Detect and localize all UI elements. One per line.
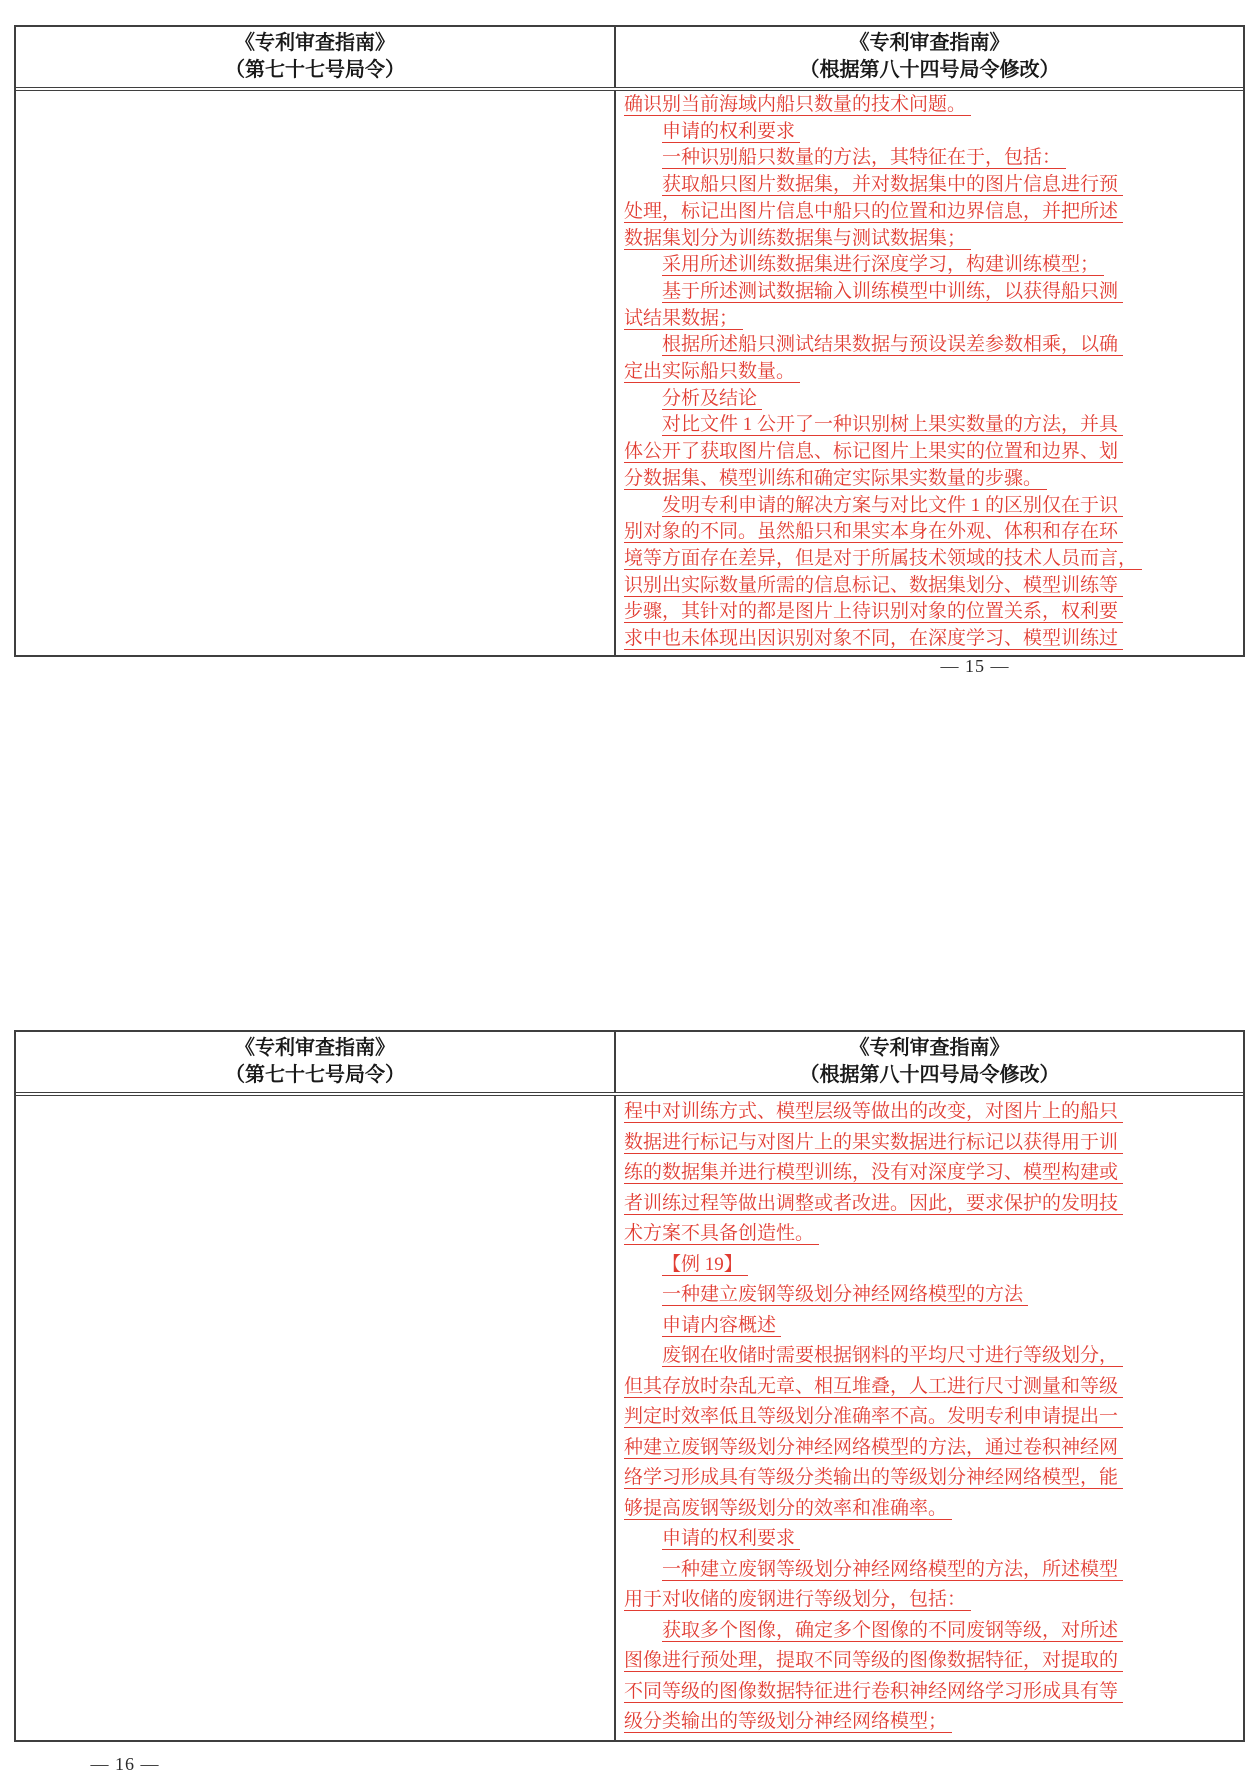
header-cell-revised-guideline xyxy=(614,27,1243,87)
revision-text-line: 获取多个图像，确定多个图像的不同废钢等级，对所述 xyxy=(624,1616,1235,1647)
revised-guideline-title: 《专利审查指南》 xyxy=(849,1037,1010,1059)
revision-text-line: 定出实际船只数量。 xyxy=(624,359,1235,386)
revision-text-line: 种建立废钢等级划分神经网络模型的方法，通过卷积神经网 xyxy=(624,1433,1235,1464)
revision-text-line: 处理，标记出图片信息中船只的位置和边界信息，并把所述 xyxy=(624,199,1235,226)
revision-text-line: 步骤，其针对的都是图片上待识别对象的位置关系，权利要 xyxy=(624,599,1235,626)
original-guideline-subtitle: （第七十七号局令） xyxy=(225,1064,405,1086)
revision-text-line: 获取船只图片数据集，并对数据集中的图片信息进行预 xyxy=(624,172,1235,199)
comparison-table-page15 xyxy=(14,25,1245,657)
revision-text-line: 试结果数据； xyxy=(624,306,1235,333)
revision-text-line: 判定时效率低且等级划分准确率不高。发明专利申请提出一 xyxy=(624,1402,1235,1433)
revision-text-line: 别对象的不同。虽然船只和果实本身在外观、体积和存在环 xyxy=(624,519,1235,546)
revision-text-line: 数据集划分为训练数据集与测试数据集； xyxy=(624,226,1235,253)
revision-text-line: 求中也未体现出因识别对象不同，在深度学习、模型训练过 xyxy=(624,626,1235,653)
revision-text-line: 一种建立废钢等级划分神经网络模型的方法，所述模型 xyxy=(624,1555,1235,1586)
original-text-cell-empty xyxy=(16,91,614,655)
revised-guideline-title: 《专利审查指南》 xyxy=(849,32,1010,54)
revision-text-line: 废钢在收储时需要根据钢料的平均尺寸进行等级划分， xyxy=(624,1341,1235,1372)
revision-text-line: 络学习形成具有等级分类输出的等级划分神经网络模型，能 xyxy=(624,1463,1235,1494)
table-header-row xyxy=(16,27,1243,91)
revision-text-line: 体公开了获取图片信息、标记图片上果实的位置和边界、划 xyxy=(624,439,1235,466)
page-number-15: — 15 — xyxy=(940,656,1010,676)
revision-text-line: 申请的权利要求 xyxy=(624,119,1235,146)
header-cell-revised-guideline xyxy=(614,1032,1243,1092)
revision-text-line: 申请的权利要求 xyxy=(624,1524,1235,1555)
revision-text-line: 但其存放时杂乱无章、相互堆叠，人工进行尺寸测量和等级 xyxy=(624,1372,1235,1403)
revised-guideline-subtitle: （根据第八十四号局令修改） xyxy=(799,59,1060,81)
revision-text-line: 根据所述船只测试结果数据与预设误差参数相乘，以确 xyxy=(624,332,1235,359)
revision-text-line: 分数据集、模型训练和确定实际果实数量的步骤。 xyxy=(624,466,1235,493)
revision-text-line: 识别出实际数量所需的信息标记、数据集划分、模型训练等 xyxy=(624,573,1235,600)
revision-text-line: 对比文件 1 公开了一种识别树上果实数量的方法，并具 xyxy=(624,412,1235,439)
revision-text-line: 一种建立废钢等级划分神经网络模型的方法 xyxy=(624,1280,1235,1311)
revision-text-line: 【例 19】 xyxy=(624,1250,1235,1281)
page-number-16: — 16 — xyxy=(90,1754,160,1774)
revised-guideline-subtitle: （根据第八十四号局令修改） xyxy=(799,1064,1060,1086)
revision-text-line: 用于对收储的废钢进行等级划分，包括： xyxy=(624,1585,1235,1616)
revision-text-line: 图像进行预处理，提取不同等级的图像数据特征，对提取的 xyxy=(624,1646,1235,1677)
comparison-table-page16 xyxy=(14,1030,1245,1742)
revision-text-line: 一种识别船只数量的方法，其特征在于，包括： xyxy=(624,145,1235,172)
revision-text-line: 不同等级的图像数据特征进行卷积神经网络学习形成具有等 xyxy=(624,1677,1235,1708)
revision-text-line: 数据进行标记与对图片上的果实数据进行标记以获得用于训 xyxy=(624,1128,1235,1159)
revision-text-line: 程中对训练方式、模型层级等做出的改变，对图片上的船只 xyxy=(624,1097,1235,1128)
revision-text-line: 分析及结论 xyxy=(624,386,1235,413)
revised-text-cell xyxy=(614,1096,1243,1740)
original-text-cell-empty xyxy=(16,1096,614,1740)
revision-text-line: 境等方面存在差异，但是对于所属技术领域的技术人员而言， xyxy=(624,546,1235,573)
table-body-row xyxy=(16,91,1243,655)
header-cell-original-guideline xyxy=(16,1032,614,1092)
original-guideline-title: 《专利审查指南》 xyxy=(235,32,395,54)
revision-text-line: 练的数据集并进行模型训练，没有对深度学习、模型构建或 xyxy=(624,1158,1235,1189)
revision-text-line: 申请内容概述 xyxy=(624,1311,1235,1342)
revision-text-line: 者训练过程等做出调整或者改进。因此，要求保护的发明技 xyxy=(624,1189,1235,1220)
revision-text-line: 够提高废钢等级划分的效率和准确率。 xyxy=(624,1494,1235,1525)
original-guideline-title: 《专利审查指南》 xyxy=(235,1037,395,1059)
revision-text-line: 级分类输出的等级划分神经网络模型； xyxy=(624,1707,1235,1738)
revision-text-line: 术方案不具备创造性。 xyxy=(624,1219,1235,1250)
revision-text-line: 发明专利申请的解决方案与对比文件 1 的区别仅在于识 xyxy=(624,493,1235,520)
header-cell-original-guideline xyxy=(16,27,614,87)
table-header-row xyxy=(16,1032,1243,1096)
table-body-row xyxy=(16,1096,1243,1740)
revision-text-line: 确识别当前海域内船只数量的技术问题。 xyxy=(624,92,1235,119)
revised-text-cell xyxy=(614,91,1243,655)
original-guideline-subtitle: （第七十七号局令） xyxy=(225,59,405,81)
revision-text-line: 基于所述测试数据输入训练模型中训练，以获得船只测 xyxy=(624,279,1235,306)
revision-text-line: 采用所述训练数据集进行深度学习，构建训练模型； xyxy=(624,252,1235,279)
